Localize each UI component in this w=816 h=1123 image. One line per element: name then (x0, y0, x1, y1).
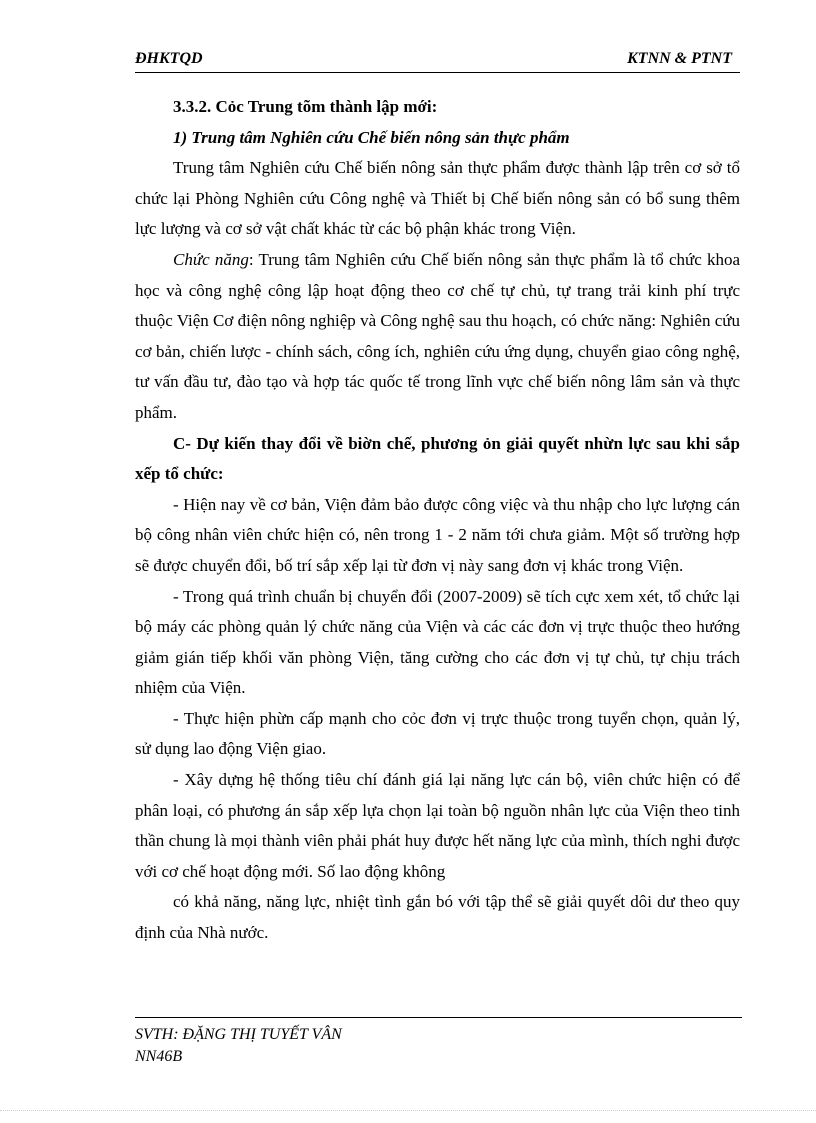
paragraph-5: - Thực hiện phừn cấp mạnh cho cỏc đơn vị trực thuộc trong tuyển chọn, quản lý, sử dụng lao động Viện giao. (135, 708, 740, 759)
header-left: ĐHKTQD (135, 50, 203, 67)
sub-heading: 1) Trung tâm Nghiên cứu Chế biến nông sản thực phẩm (173, 127, 570, 147)
paragraph-4: - Trong quá trình chuẩn bị chuyển đổi (2007-2009) sẽ tích cực xem xét, tổ chức lại bộ máy các phòng quản lý chức năng của Viện và các các đơn vị trực thuộc theo hướng giảm gián tiếp khối văn phòng Viện, tăng cường cho các đơn vị tự chủ, tự chịu trách nhiệm của Viện. (135, 586, 740, 698)
footer-author: SVTH: ĐẶNG THỊ TUYẾT VÂN (135, 1026, 342, 1043)
heading-c: C- Dự kiến thay đổi về biờn chế, phương ỏn giải quyết nhừn lực sau khi sắp xếp tổ chức: (135, 433, 740, 484)
footer-class: NN46B (135, 1048, 183, 1065)
header-right: KTNN & PTNT (627, 50, 732, 67)
page-footer (135, 1024, 342, 1068)
footer-divider (135, 1017, 742, 1018)
section-heading: 3.3.2. Cỏc Trung tõm thành lập mới: (173, 97, 438, 116)
paragraph-6: - Xây dựng hệ thống tiêu chí đánh giá lại năng lực cán bộ, viên chức hiện có để phân loại, có phương án sắp xếp lựa chọn lại toàn bộ nguồn nhân lực của Viện theo tinh thần chung là mọi thành viên phải phát huy được hết năng lực của mình, thích nghi được với cơ chế hoạt động mới. Số lao động không (135, 770, 740, 881)
paragraph-7: có khả năng, năng lực, nhiệt tình gắn bó với tập thể sẽ giải quyết dôi dư theo quy định của Nhà nước. (135, 892, 740, 943)
page-edge-divider (0, 1110, 816, 1111)
function-label: Chức năng (173, 249, 249, 269)
paragraph-3: - Hiện nay về cơ bản, Viện đảm bảo được công việc và thu nhập cho lực lượng cán bộ công nhân viên chức hiện có, nên trong 1 - 2 năm tới chưa giảm. Một số trường hợp sẽ được chuyển đổi, bố trí sắp xếp lại từ đơn vị này sang đơn vị khác trong Viện. (135, 494, 740, 575)
paragraph-1: Trung tâm Nghiên cứu Chế biến nông sản thực phẩm được thành lập trên cơ sở tổ chức lại Phòng Nghiên cứu Công nghệ và Thiết bị Chế biến nông sản có bổ sung thêm lực lượng và cơ sở vật chất khác từ các bộ phận khác trong Viện. (135, 158, 740, 239)
paragraph-2 (135, 245, 740, 429)
function-text: : Trung tâm Nghiên cứu Chế biến nông sản thực phẩm là tổ chức khoa học và công nghệ công lập hoạt động theo cơ chế tự chủ, tự trang trải kinh phí trực thuộc Viện Cơ điện nông nghiệp và Công nghệ sau thu hoạch, có chức năng: Nghiên cứu cơ bản, chiến lược - chính sách, công ích, nghiên cứu ứng dụng, chuyển giao công nghệ, tư vấn đầu tư, đào tạo và hợp tác quốc tế trong lĩnh vực chế biến nông lâm sản và thực phẩm. (135, 249, 740, 422)
page-header (135, 50, 740, 73)
page-body (135, 92, 740, 949)
